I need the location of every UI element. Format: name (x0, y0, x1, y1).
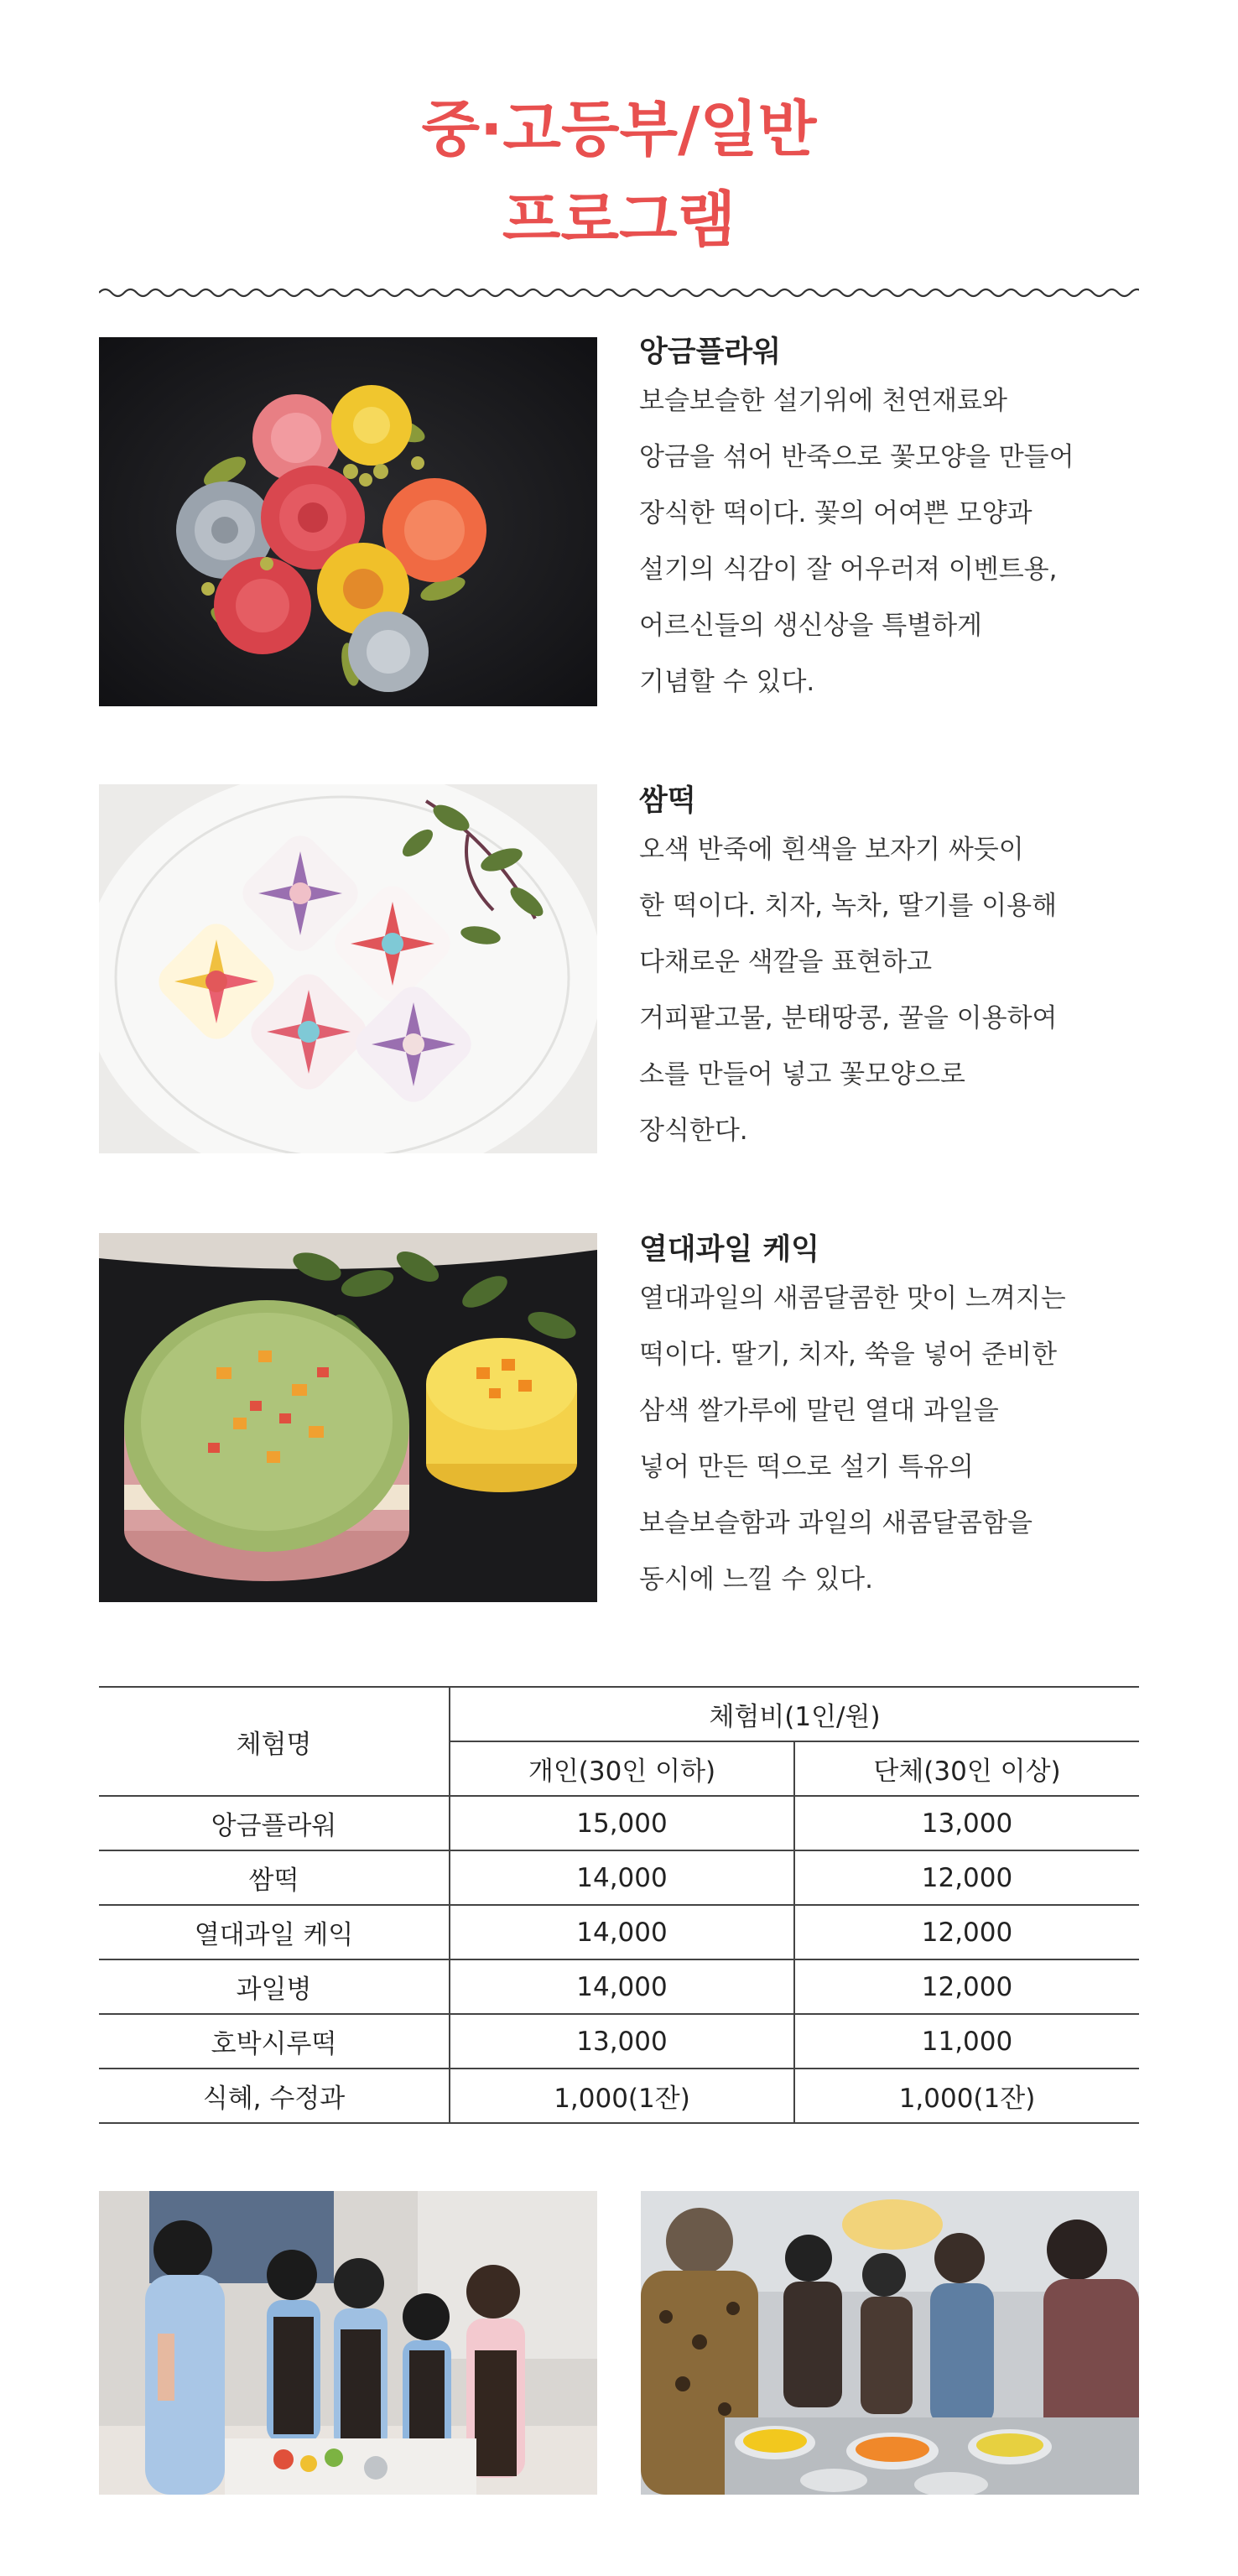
photo-tropical-cake (99, 1233, 597, 1602)
desc-line: 한 떡이다. 치자, 녹차, 딸기를 이용해 (639, 891, 1058, 921)
cell-individual: 15,000 (450, 1796, 794, 1850)
photo-students-class (99, 2191, 597, 2495)
price-table (99, 1686, 1139, 2124)
desc-line: 어르신들의 생신상을 특별하게 (639, 611, 983, 641)
tropical-cake-illustration (99, 1233, 597, 1602)
desc-line: 장식한다. (639, 1116, 748, 1146)
item-desc-tropical (639, 1271, 1159, 1608)
desc-line: 소를 만들어 넣고 꽃모양으로 (639, 1059, 965, 1090)
cell-name: 열대과일 케익 (99, 1905, 450, 1959)
desc-line: 오색 반죽에 흰색을 보자기 싸듯이 (639, 835, 1024, 865)
cell-name: 호박시루떡 (99, 2014, 450, 2069)
header-experience-name: 체험명 (99, 1687, 450, 1796)
table-row (99, 2014, 1139, 2069)
ssam-cake-illustration (99, 784, 597, 1153)
cell-individual: 13,000 (450, 2014, 794, 2069)
cell-group: 12,000 (794, 1850, 1139, 1905)
flower-cake-illustration (99, 337, 597, 706)
students-class-illustration (99, 2191, 597, 2495)
desc-line: 거피팥고물, 분태땅콩, 꿀을 이용하여 (639, 1003, 1058, 1033)
photo-flower-rice-cake (99, 337, 597, 706)
desc-line: 설기의 식감이 잘 어우러져 이벤트용, (639, 554, 1058, 585)
wavy-divider (99, 284, 1139, 302)
desc-line: 떡이다. 딸기, 치자, 쑥을 넣어 준비한 (639, 1340, 1058, 1370)
cell-group: 1,000(1잔) (794, 2069, 1139, 2123)
table-row (99, 1796, 1139, 1850)
desc-line: 삼색 쌀가루에 말린 열대 과일을 (639, 1396, 999, 1426)
table-row (99, 1959, 1139, 2014)
item-title-tropical: 열대과일 케익 (639, 1233, 820, 1267)
page-title-line1: 중·고등부/일반 (421, 94, 817, 164)
desc-line: 다채로운 색깔을 표현하고 (639, 947, 933, 977)
header-group: 단체(30인 이상) (794, 1741, 1139, 1796)
table-row (99, 1850, 1139, 1905)
cell-group: 12,000 (794, 1905, 1139, 1959)
desc-line: 동시에 느낄 수 있다. (639, 1564, 873, 1595)
table-row (99, 1905, 1139, 1959)
desc-line: 앙금을 섞어 반죽으로 꽃모양을 만들어 (639, 442, 1074, 472)
cell-name: 앙금플라워 (99, 1796, 450, 1850)
desc-line: 장식한 떡이다. 꽃의 어여쁜 모양과 (639, 498, 1033, 528)
adults-class-illustration (641, 2191, 1139, 2495)
cell-individual: 1,000(1잔) (450, 2069, 794, 2123)
item-title-ssam: 쌈떡 (639, 784, 696, 818)
cell-group: 13,000 (794, 1796, 1139, 1850)
cell-individual: 14,000 (450, 1905, 794, 1959)
cell-individual: 14,000 (450, 1959, 794, 2014)
cell-name: 식혜, 수정과 (99, 2069, 450, 2123)
desc-line: 넣어 만든 떡으로 설기 특유의 (639, 1452, 974, 1482)
desc-line: 보슬보슬함과 과일의 새콤달콤함을 (639, 1508, 1033, 1538)
photo-adults-class (641, 2191, 1139, 2495)
header-individual: 개인(30인 이하) (450, 1741, 794, 1796)
cell-individual: 14,000 (450, 1850, 794, 1905)
cell-name: 쌈떡 (99, 1850, 450, 1905)
desc-line: 기념할 수 있다. (639, 667, 815, 697)
desc-line: 보슬보슬한 설기위에 천연재료와 (639, 386, 1007, 416)
cell-group: 11,000 (794, 2014, 1139, 2069)
page-title-line2: 프로그램 (502, 185, 736, 255)
photo-ssam-rice-cake (99, 784, 597, 1153)
cell-group: 12,000 (794, 1959, 1139, 2014)
table-row (99, 2069, 1139, 2123)
header-fee: 체험비(1인/원) (450, 1687, 1139, 1741)
item-title-flower: 앙금플라워 (639, 336, 782, 369)
desc-line: 열대과일의 새콤달콤한 맛이 느껴지는 (639, 1283, 1066, 1314)
item-desc-flower (639, 373, 1159, 710)
cell-name: 과일병 (99, 1959, 450, 2014)
item-desc-ssam (639, 822, 1159, 1159)
